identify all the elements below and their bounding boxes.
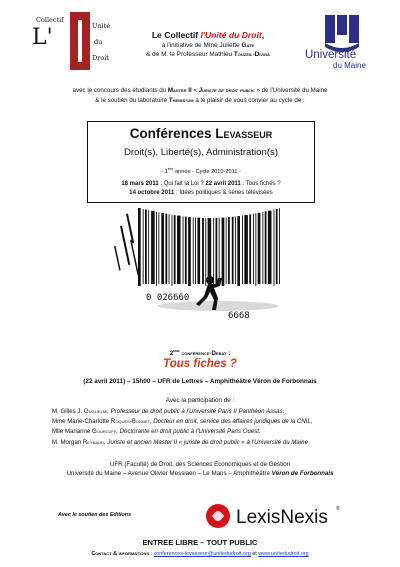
svg-text:LexisNexis: LexisNexis xyxy=(236,507,328,528)
barcode-bar xyxy=(242,215,243,284)
barcode-bar xyxy=(216,218,218,284)
barcode-bar xyxy=(222,218,225,286)
barcode-bar xyxy=(279,208,280,284)
intro-line-initiative: à l'initiative de Mme Juliette Gate xyxy=(161,42,255,49)
barcode-bar xyxy=(213,218,214,284)
sponsor-label: Avec le soutien des Editions xyxy=(58,512,132,518)
barcode-bar xyxy=(208,218,212,284)
website-link[interactable]: www.unitedudroit.org xyxy=(258,551,309,557)
contact-email-link[interactable]: conferences-levasseur@unitedudroit.org xyxy=(153,551,251,557)
speaker-item: Mme Marie-Charlotte Roques-Bonnet, Docteur en droit, service des affaires juridiques de la CNIL, xyxy=(52,418,313,426)
barcode-bar xyxy=(258,213,261,284)
universite-du-maine-logo xyxy=(303,13,379,71)
conference-dates xyxy=(87,180,315,198)
debate-title: Tous fiches ? xyxy=(163,358,237,370)
speaker-item: M. Morgan Reynaud, Juriste et ancien Master II « juriste de droit public » à l'Université du Maine xyxy=(52,438,308,446)
venue-text xyxy=(40,460,360,478)
barcode-bar xyxy=(172,215,173,286)
venue-line-2: Université du Maine – Avenue Olivier Messiaen – Le Mans – Amphithéâtre Véron de Forbonnais xyxy=(66,470,334,477)
barcode-bar xyxy=(255,213,256,286)
svg-text:Université: Université xyxy=(305,49,357,61)
speaker-item: Mlle Marianne Gourcuff, Doctorante en droit public à l'Université Paris Ouest, xyxy=(52,428,261,436)
svg-text:L': L' xyxy=(32,25,53,50)
barcode-bar xyxy=(195,218,196,284)
conference-subtitle: Droit(s), Liberté(s), Administration(s) xyxy=(123,147,279,158)
barcode-illustration xyxy=(108,206,294,318)
svg-text:6668: 6668 xyxy=(228,311,250,318)
contact-line: Contact & informations : conferences-levasseur@unitedudroit.org et www.unitedudroit.org xyxy=(91,551,309,557)
barcode-bar xyxy=(145,210,147,284)
svg-text:0 026660: 0 026660 xyxy=(146,293,190,303)
barcode-bar xyxy=(165,214,167,284)
barcode-bar xyxy=(219,218,220,284)
intro-title: Le Collectif l'Unité du Droit, xyxy=(151,30,265,40)
barcode-fragment xyxy=(126,214,134,244)
barcode-bar xyxy=(143,209,144,284)
barcode-bar xyxy=(185,217,187,284)
svg-text:Unité: Unité xyxy=(92,22,111,30)
barcode-bar xyxy=(232,217,234,284)
barcode-bar xyxy=(161,213,164,284)
barcode-bar xyxy=(274,209,275,286)
barcode-bar xyxy=(226,217,227,284)
conference-dates-line-2: 14 octobre 2011 : Idées politiques & séries télévisées xyxy=(129,190,273,196)
barcode-bar xyxy=(205,218,206,286)
svg-text:®: ® xyxy=(336,506,340,512)
barcode-fragment xyxy=(120,226,130,266)
speaker-list xyxy=(52,407,382,448)
participation-label: Avec la participation de : xyxy=(165,397,235,404)
collectif-unite-du-droit-logo xyxy=(30,10,128,72)
barcode-bar xyxy=(169,214,170,284)
barcode-bar xyxy=(174,215,176,284)
barcode-bar xyxy=(276,209,278,284)
debate-label: 2ème conférence-Débat : xyxy=(169,348,231,358)
svg-text:Droit: Droit xyxy=(92,54,109,62)
speaker-item: M. Gilles J. Guglielmi, Professeur de droit public à l'Université Paris II Panthéon Assas, xyxy=(52,408,285,415)
barcode-fragment xyxy=(114,246,121,271)
invitation-text xyxy=(40,86,360,105)
barcode-bar xyxy=(262,212,263,284)
intro-line-professor: & de M. le Professeur Mathieu Touzeil-Divina xyxy=(146,51,270,58)
barcode-bar xyxy=(237,216,240,286)
barcode-bar xyxy=(235,216,236,284)
barcode-bar xyxy=(183,216,184,284)
lexisnexis-logo xyxy=(204,502,344,530)
svg-text:du Maine: du Maine xyxy=(333,61,366,70)
intro-block xyxy=(118,30,298,59)
barcode-bar xyxy=(202,218,204,284)
entree-libre: ENTREE LIBRE – TOUT PUBLIC xyxy=(142,538,258,547)
barcode-bar xyxy=(193,217,194,284)
barcode-bar xyxy=(158,212,159,284)
barcode-fragment xyxy=(130,240,139,276)
barcode-bar xyxy=(244,215,248,284)
barcode-bar xyxy=(249,214,251,284)
svg-text:du: du xyxy=(94,38,103,46)
invitation-line-1: avec le concours des étudiants du Master II « Juriste de droit public » de l'Université du Maine xyxy=(72,87,328,94)
invitation-line-2: & le soutien du laboratoire Themis-um a le plaisir de vous convier au cycle de : xyxy=(95,96,305,104)
venue-line-1: UFR (Faculté) de Droit, des Sciences Economiques et de Gestion xyxy=(109,461,291,468)
barcode-bar xyxy=(177,216,181,284)
barcode-bar xyxy=(268,211,272,284)
barcode-bars xyxy=(114,208,280,286)
barcode-bar xyxy=(253,214,254,284)
barcode-bar xyxy=(228,217,230,284)
debate-info: (22 avril 2011) – 15h00 – UFR de Lettres – Amphithéâtre Véron de Forbonnais xyxy=(83,378,317,385)
barcode-bar xyxy=(148,210,149,284)
barcode-bar xyxy=(151,211,155,284)
conference-title: Conférences Levasseur xyxy=(129,126,273,141)
barcode-bar xyxy=(156,212,157,286)
barcode-bar xyxy=(188,217,191,286)
barcode-bar xyxy=(265,211,267,284)
svg-text:Collectif: Collectif xyxy=(36,16,64,24)
barcode-bar xyxy=(197,218,200,284)
conference-cycle: - 1ère année - Cycle 2010-2011 - xyxy=(161,166,241,175)
conference-dates-line-1: 18 mars 2011 : Qui fait la Loi ? 22 avril 2011 : Tous fichés ? xyxy=(121,181,281,187)
